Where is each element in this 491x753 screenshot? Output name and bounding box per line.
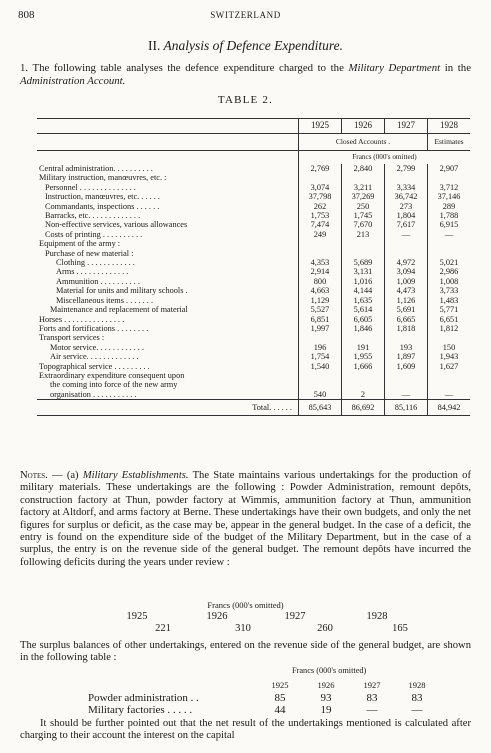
table-row	[37, 230, 470, 239]
closing-paragraph: It should be further pointed out that the net result of the undertakings mentioned is calculated after charging to their account the interest on the capital	[20, 718, 471, 742]
row-value: 273	[385, 202, 428, 211]
row-value	[428, 249, 471, 258]
row-label: Commandants, inspections . . . . . .	[45, 201, 160, 211]
running-head	[18, 9, 473, 23]
row-value: 1,635	[342, 296, 385, 305]
row-value: 1,846	[342, 324, 385, 333]
row-label: Extraordinary expenditure consequent upon	[39, 370, 185, 380]
row-value	[299, 173, 342, 182]
row-value: 37,269	[342, 192, 385, 201]
surplus-row	[0, 704, 491, 717]
row-value	[385, 173, 428, 182]
row-value	[342, 249, 385, 258]
row-label: Instruction, manœuvres, etc. . . . . .	[45, 192, 160, 202]
table-row	[37, 249, 470, 258]
row-value: 1,788	[428, 211, 471, 220]
row-value: 1,126	[385, 296, 428, 305]
row-value: —	[428, 390, 471, 400]
total-label: Total. . . . . .	[37, 400, 299, 416]
total-value: 85,116	[385, 400, 428, 416]
section-number: II.	[148, 38, 161, 53]
row-value: 249	[299, 230, 342, 239]
row-value: 5,021	[428, 258, 471, 267]
row-value: 2,840	[342, 164, 385, 173]
row-value	[299, 239, 342, 248]
row-value	[428, 333, 471, 342]
deficit-unit: Francs (000's omitted)	[207, 600, 284, 610]
surplus-value: 83	[411, 692, 423, 704]
row-value: 800	[299, 277, 342, 286]
intro-lead: 1. The following table analyses the defence expenditure charged to the	[20, 62, 344, 74]
row-value: 2,799	[385, 164, 428, 173]
row-value	[385, 380, 428, 389]
row-value: 5,771	[428, 305, 471, 314]
page-number: 808	[18, 9, 35, 21]
row-value: 6,851	[299, 315, 342, 324]
table-row	[37, 296, 470, 305]
section-title	[0, 38, 491, 54]
row-value: 1,753	[299, 211, 342, 220]
row-value: 6,651	[428, 315, 471, 324]
row-value: 4,353	[299, 258, 342, 267]
table-row	[37, 352, 470, 361]
table-row	[37, 305, 470, 314]
row-value	[385, 371, 428, 380]
row-value	[428, 371, 471, 380]
row-value: 4,663	[299, 286, 342, 295]
row-label: Topographical service . . . . . . . . .	[39, 361, 150, 371]
row-label: Miscellaneous items . . . . . . .	[56, 295, 154, 305]
total-value: 84,942	[428, 400, 471, 416]
table-row	[37, 192, 470, 201]
row-label: Motor service. . . . . . . . . . . .	[50, 342, 145, 352]
row-value	[385, 239, 428, 248]
surplus-value: —	[366, 704, 378, 716]
row-value: 3,094	[385, 267, 428, 276]
surplus-year: 1926	[317, 680, 335, 690]
table-row	[37, 183, 470, 192]
row-value: 4,144	[342, 286, 385, 295]
table-row	[37, 333, 470, 342]
row-label: Personnel . . . . . . . . . . . . . .	[45, 182, 136, 192]
row-value: 37,798	[299, 192, 342, 201]
notes-body: The State maintains various undertakings for the production of military materials. These undertakings are the following : Powder Administration, remount depôts, construction factory at Thun, powder factory at Wimmis, ammunition factory at Thun, ammunition factory at Altdorf, and arms factory at Berne. These undertakings have their own budgets, and only the net figures for surplus or deficit, as the case may be, appear in the general budget. In the case of a deficit, the entry is found on the expenditure side of the budget of the Military Department, but in the case of a surplus, the entry is on the revenue side of the general budget. The remount depôts have incurred the following deficits during the years under review :	[20, 470, 472, 568]
row-value: 3,334	[385, 183, 428, 192]
row-value	[385, 333, 428, 342]
row-value: 1,609	[385, 362, 428, 371]
row-value: 1,804	[385, 211, 428, 220]
row-value: 1,812	[428, 324, 471, 333]
table-row	[37, 211, 470, 220]
table-row	[37, 315, 470, 324]
row-value: 1,897	[385, 352, 428, 361]
row-value	[342, 173, 385, 182]
row-label: Military instruction, manœuvres, etc. :	[39, 173, 167, 183]
row-value: 1,818	[385, 324, 428, 333]
row-value: 2	[342, 390, 385, 400]
row-value: 540	[299, 390, 342, 400]
running-title: SWITZERLAND	[210, 10, 281, 20]
row-value: 6,605	[342, 315, 385, 324]
deficit-year: 1926	[206, 611, 228, 622]
surplus-value: —	[411, 704, 423, 716]
table-row	[37, 164, 470, 173]
row-label: Non-effective services, various allowances	[45, 220, 188, 230]
row-label: Horses . . . . . . . . . . . . . . .	[39, 314, 125, 324]
surplus-value: 44	[274, 704, 286, 716]
row-value	[299, 380, 342, 389]
row-value: 6,665	[385, 315, 428, 324]
row-value: 3,712	[428, 183, 471, 192]
closed-accounts-header: Closed Accounts .	[299, 134, 428, 151]
section-heading: Analysis of Defence Expenditure.	[163, 38, 343, 53]
row-value: 4,473	[385, 286, 428, 295]
row-value: 1,483	[428, 296, 471, 305]
row-value: 1,997	[299, 324, 342, 333]
row-value: 1,745	[342, 211, 385, 220]
row-value: 193	[385, 343, 428, 352]
surplus-row-label: Powder administration . .	[88, 692, 199, 704]
row-value: 2,907	[428, 164, 471, 173]
intro-paragraph	[20, 62, 471, 88]
row-value: 1,754	[299, 352, 342, 361]
table-row	[37, 202, 470, 211]
row-value: 262	[299, 202, 342, 211]
table-row	[37, 324, 470, 333]
surplus-year: 1928	[408, 680, 426, 690]
surplus-value: 19	[320, 704, 332, 716]
table-row	[37, 239, 470, 248]
row-value: —	[385, 230, 428, 239]
table-row	[37, 277, 470, 286]
row-value: 36,742	[385, 192, 428, 201]
row-label: Costs of printing . . . . . . . . . .	[45, 229, 143, 239]
table-row	[37, 220, 470, 229]
total-row	[37, 400, 470, 416]
row-value	[428, 173, 471, 182]
row-value: 6,915	[428, 220, 471, 229]
deficit-year: 1928	[366, 611, 388, 622]
row-label: the coming into force of the new army	[50, 380, 178, 390]
row-value	[342, 380, 385, 389]
row-value: 7,474	[299, 220, 342, 229]
row-label: Material for units and military schools .	[56, 286, 188, 296]
row-value: 2,769	[299, 164, 342, 173]
table-unit-row	[37, 151, 470, 165]
row-value: 1,540	[299, 362, 342, 371]
table-row	[37, 362, 470, 371]
row-value: 2,914	[299, 267, 342, 276]
surplus-paragraph: The surplus balances of other undertakings, entered on the revenue side of the general budget, are shown in the following table :	[20, 640, 471, 664]
table-row	[37, 371, 470, 380]
row-value: —	[385, 390, 428, 400]
intro-department: Military Department	[348, 62, 441, 74]
row-label: Forts and fortifications . . . . . . . .	[39, 323, 149, 333]
deficit-value: 310	[235, 623, 251, 634]
row-value	[299, 371, 342, 380]
row-label: Equipment of the army :	[39, 239, 121, 249]
table-title: TABLE 2.	[217, 94, 274, 106]
row-value: 289	[428, 202, 471, 211]
year-header: 1925	[299, 119, 342, 134]
notes-heading: Notes.	[20, 470, 48, 481]
row-value: 37,146	[428, 192, 471, 201]
row-label: Air service. . . . . . . . . . . . .	[50, 352, 139, 362]
surplus-years	[0, 680, 491, 691]
defence-expenditure-table	[37, 118, 470, 416]
row-value: 1,666	[342, 362, 385, 371]
row-value	[299, 249, 342, 258]
surplus-value: 85	[274, 692, 286, 704]
table-group-header	[37, 134, 470, 151]
row-value: 196	[299, 343, 342, 352]
row-value: 1,008	[428, 277, 471, 286]
table-row	[37, 343, 470, 352]
deficit-years	[0, 611, 491, 623]
row-value: 5,691	[385, 305, 428, 314]
row-value: 7,670	[342, 220, 385, 229]
row-value: 7,617	[385, 220, 428, 229]
intro-middle: in the	[444, 62, 471, 74]
surplus-row-label: Military factories . . . . .	[88, 704, 193, 716]
surplus-year: 1927	[363, 680, 381, 690]
row-value: 150	[428, 343, 471, 352]
row-value: 250	[342, 202, 385, 211]
table-row	[37, 267, 470, 276]
intro-account: Administration Account.	[20, 75, 126, 87]
table-row	[37, 390, 470, 400]
row-value: 1,955	[342, 352, 385, 361]
row-value: 1,627	[428, 362, 471, 371]
row-label: Maintenance and replacement of material	[50, 305, 188, 315]
row-value	[385, 249, 428, 258]
row-label: Clothing . . . . . . . . . . . .	[56, 258, 135, 268]
deficit-value: 165	[392, 623, 408, 634]
row-value	[299, 333, 342, 342]
row-value: 4,972	[385, 258, 428, 267]
row-label: Purchase of new material :	[45, 248, 134, 258]
row-value: 1,129	[299, 296, 342, 305]
unit-label: Francs (000's omitted)	[299, 151, 471, 165]
surplus-value: 93	[320, 692, 332, 704]
row-label: Central administration. . . . . . . . . .	[39, 164, 153, 173]
row-value: 213	[342, 230, 385, 239]
year-header: 1928	[428, 119, 471, 134]
row-value: 1,016	[342, 277, 385, 286]
document-page: 808 SWITZERLAND II. Analysis of Defence Expenditure. 1. The following table analyses the defence expenditure charged to the Military Department in the Administration Account. TABLE 2. 1925 1926 1927 1928 Closed Accounts . Estimates Francs (000's omitted) Central administration. . . . . . . . . . 2,769 2,840 2,799 2,907 Military instruction, manœuvres, etc. : Personnel . . . . . . . . . . . . . . 3,074 3,211 3,334 3,712 Instruction, manœuvres, etc. . . . . . 37,798 37,269 36,742 37,146 Commandants, inspections . . . . . . 262 250 273 289 Barracks, etc. . . . . . . . . . . . . 1,753 1,745 1,804 1,788 Non-effective services, various allowances 7,474 7,670 7,617 6,915 Costs of printing . . . . . . . . . . 249 213 — — Equipment of the army : Purchase of new material : Clothing . . . . . . . . . . . . 4,353 5,689 4,972 5,021 Arms . . . . . . . . . . . . . 2,914 3,131 3,094 2,986 Ammunition . . . . . . . . . . 800 1,016 1,009 1,008 Material for units and military schools . 4,663 4,144 4,473 3,733 Miscellaneous items . . . . . . . 1,129 1,635 1,126 1,483 Maintenance and replacement of material 5,527 5,614 5,691 5,771 Horses . . . . . . . . . . . . . . . 6,851 6,605 6,665 6,651 Forts and fortifications . . . . . . . . 1,997 1,846 1,818 1,812 Transport services : Motor service. . . . . . . . . . . . 196 191 193 150 Air service. . . . . . . . . . . . . 1,754 1,955 1,897 1,943 Topographical service . . . . . . . . . 1,540 1,666 1,609 1,627 Extraordinary expenditure consequent upon the coming into force of the new army organisation . . . . . . . . . . . 540 2 — — Total. . . . . . 85,643 86,692 85,116 84,942 Notes. — (a) Military Establishments. The State maintains various undertakings for the production of military materials. These undertakings are the following : Powder Administration, remount depôts, construction factory at Thun, powder factory at Wimmis, ammunition factory at Thun, ammunition factory at Altdorf, and arms factory at Berne. These undertakings have their own budgets, and only the net figures for surplus or deficit, as the case may be, appear in the general budget. In the case of a deficit, the entry is found on the expenditure side of the budget of the Military Department, but in the case of a surplus, the entry is on the revenue side of the general budget. The remount depôts have incurred the following deficits during the years under review : Francs (000's omitted) 1925 1926 1927 1928 221 310 260 165 The surplus balances of other undertakings, entered on the revenue side of the general budget, are shown in the following table : Francs (000's omitted) 1925 1926 1927 1928 Powder administration . . 85 93 83 83 Military factories . . . . . 44 19 — — It should be further pointed out that the net result of the undertakings mentioned is calculated after charging to their account the interest on the capital	[0, 0, 491, 753]
table-row	[37, 173, 470, 182]
row-label: Transport services :	[39, 333, 105, 343]
row-value: 5,689	[342, 258, 385, 267]
row-value: 3,211	[342, 183, 385, 192]
year-header: 1927	[385, 119, 428, 134]
row-value	[342, 333, 385, 342]
row-value: 1,009	[385, 277, 428, 286]
row-value: 1,943	[428, 352, 471, 361]
row-value: 5,527	[299, 305, 342, 314]
notes-dash: — (a)	[52, 470, 79, 481]
row-value	[428, 239, 471, 248]
row-label: Arms . . . . . . . . . . . . .	[56, 267, 129, 277]
table-row	[37, 258, 470, 267]
row-value: 3,074	[299, 183, 342, 192]
surplus-year: 1925	[271, 680, 289, 690]
row-label: organisation . . . . . . . . . . .	[50, 389, 137, 399]
table-row	[37, 380, 470, 389]
row-value	[342, 239, 385, 248]
table-row	[37, 286, 470, 295]
row-value: 5,614	[342, 305, 385, 314]
row-value: —	[428, 230, 471, 239]
deficit-value: 221	[155, 623, 171, 634]
row-value	[342, 371, 385, 380]
row-value: 2,986	[428, 267, 471, 276]
deficit-values	[0, 623, 491, 637]
table-year-header	[37, 119, 470, 134]
row-value	[428, 380, 471, 389]
estimates-header: Estimates	[428, 134, 471, 151]
surplus-value: 83	[366, 692, 378, 704]
row-label: Ammunition . . . . . . . . . .	[56, 276, 140, 286]
row-label: Barracks, etc. . . . . . . . . . . . .	[45, 211, 141, 221]
notes-paragraph	[20, 470, 471, 569]
total-value: 86,692	[342, 400, 385, 416]
deficit-value: 260	[317, 623, 333, 634]
deficit-year: 1927	[284, 611, 306, 622]
total-value: 85,643	[299, 400, 342, 416]
year-header: 1926	[342, 119, 385, 134]
notes-subject: Military Establishments.	[82, 470, 189, 481]
deficit-year: 1925	[126, 611, 148, 622]
row-value: 191	[342, 343, 385, 352]
row-value: 3,733	[428, 286, 471, 295]
row-value: 3,131	[342, 267, 385, 276]
